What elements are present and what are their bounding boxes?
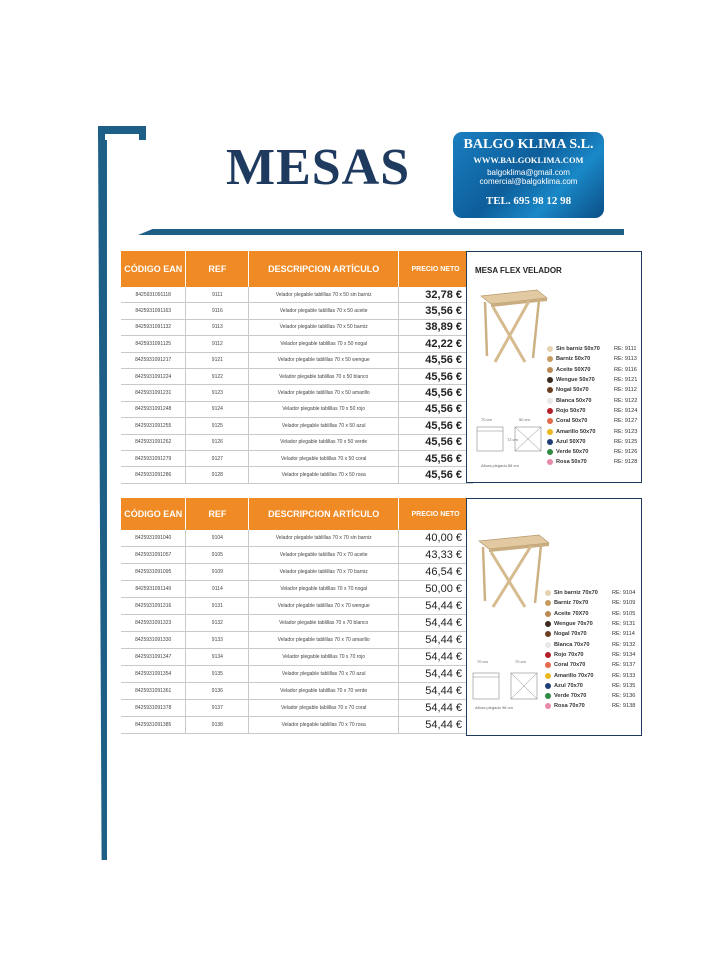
table-row bbox=[121, 368, 473, 384]
color-name: Wengue 50x70 bbox=[556, 377, 595, 384]
price-cell: 46,54 € bbox=[399, 564, 473, 581]
description-cell: Velador plegable tablillas 70 x 50 rosa bbox=[249, 467, 399, 483]
ean-cell: 8425931091224 bbox=[121, 368, 186, 384]
color-name: Verde 70x70 bbox=[554, 693, 587, 700]
header-price: PRECIO NETO bbox=[399, 251, 473, 287]
ean-cell: 8425931091255 bbox=[121, 418, 186, 434]
description-cell: Velador plegable tablillas 70 x 50 wengue bbox=[249, 352, 399, 368]
color-ref: RE: 9127 bbox=[614, 418, 638, 425]
color-option bbox=[545, 629, 635, 639]
ean-cell: 8425931091118 bbox=[121, 287, 186, 303]
table-row bbox=[121, 467, 473, 483]
dim-depth: 50 cm bbox=[519, 417, 530, 422]
ean-cell: 8425931091347 bbox=[121, 649, 186, 666]
ean-cell: 8425931091354 bbox=[121, 666, 186, 683]
color-name: Nogal 50x70 bbox=[556, 387, 589, 394]
color-ref: RE: 9137 bbox=[612, 662, 636, 669]
color-name: Aceite 50X70 bbox=[556, 366, 591, 373]
color-name: Azul 70x70 bbox=[554, 682, 583, 689]
ean-cell: 8425931091163 bbox=[121, 303, 186, 319]
color-swatch bbox=[545, 590, 551, 596]
description-cell: Velador plegable tablillas 70 x 50 amarillo bbox=[249, 385, 399, 401]
price-cell: 54,44 € bbox=[399, 683, 473, 700]
color-swatch bbox=[545, 683, 551, 689]
description-cell: Velador plegable tablillas 70 x 70 nogal bbox=[249, 581, 399, 598]
table-row bbox=[121, 666, 473, 683]
table-row bbox=[121, 434, 473, 450]
table-row bbox=[121, 352, 473, 368]
description-cell: Velador plegable tablillas 70 x 50 azul bbox=[249, 418, 399, 434]
ref-cell: 9128 bbox=[186, 467, 249, 483]
table-row bbox=[121, 700, 473, 717]
color-option bbox=[545, 588, 635, 598]
price-table-50x70 bbox=[121, 251, 473, 484]
ean-cell: 8425931091057 bbox=[121, 547, 186, 564]
ean-cell: 8425931091361 bbox=[121, 683, 186, 700]
ean-cell: 8425931091231 bbox=[121, 385, 186, 401]
table-row bbox=[121, 581, 473, 598]
table-row bbox=[121, 615, 473, 632]
color-name: Blanca 70x70 bbox=[554, 641, 590, 648]
color-swatch bbox=[545, 703, 551, 709]
description-cell: Velador plegable tablillas 70 x 50 rojo bbox=[249, 401, 399, 417]
ref-cell: 9133 bbox=[186, 632, 249, 649]
price-cell: 40,00 € bbox=[399, 530, 473, 547]
page-frame-corner-cut bbox=[105, 134, 139, 140]
color-swatch bbox=[547, 418, 553, 424]
color-ref: RE: 9113 bbox=[614, 356, 637, 363]
color-swatch bbox=[545, 631, 551, 637]
color-name: Rojo 50x70 bbox=[556, 407, 586, 414]
color-option bbox=[547, 395, 637, 405]
color-swatch bbox=[547, 346, 553, 352]
ref-cell: 9124 bbox=[186, 401, 249, 417]
ref-cell: 9138 bbox=[186, 717, 249, 734]
table-row bbox=[121, 336, 473, 352]
logo-email-2: comercial@balgoklima.com bbox=[479, 177, 578, 186]
color-name: Sin barniz 50x70 bbox=[556, 346, 600, 353]
description-cell: Velador plegable tablillas 70 x 50 coral bbox=[249, 450, 399, 466]
logo-website: WWW.BALGOKLIMA.COM bbox=[473, 155, 584, 165]
dim-height: 72 cm bbox=[507, 437, 518, 442]
color-name: Wengue 70x70 bbox=[554, 621, 593, 628]
table-row bbox=[121, 632, 473, 649]
price-cell: 38,89 € bbox=[399, 319, 473, 335]
color-ref: RE: 9124 bbox=[614, 407, 638, 414]
description-cell: Velador plegable tablillas 70 x 70 rosa bbox=[249, 717, 399, 734]
ref-cell: 9125 bbox=[186, 418, 249, 434]
table-50x70 bbox=[121, 251, 473, 484]
ref-cell: 9113 bbox=[186, 319, 249, 335]
color-ref: RE: 9121 bbox=[614, 377, 638, 384]
color-option bbox=[547, 375, 637, 385]
color-ref: RE: 9126 bbox=[614, 449, 638, 456]
ref-cell: 9131 bbox=[186, 598, 249, 615]
table-70x70 bbox=[121, 498, 473, 734]
price-cell: 43,33 € bbox=[399, 547, 473, 564]
color-option bbox=[547, 344, 637, 354]
product-box-70x70 bbox=[466, 498, 642, 736]
color-option bbox=[545, 691, 635, 701]
color-name: Rosa 70x70 bbox=[554, 703, 585, 710]
ref-cell: 9122 bbox=[186, 368, 249, 384]
color-swatch bbox=[547, 387, 553, 393]
ref-cell: 9105 bbox=[186, 547, 249, 564]
color-ref: RE: 9116 bbox=[614, 366, 637, 373]
price-cell: 35,56 € bbox=[399, 303, 473, 319]
dim-width: 70 cm bbox=[481, 417, 492, 422]
ean-cell: 8425931091316 bbox=[121, 598, 186, 615]
color-swatch bbox=[547, 356, 553, 362]
table-row bbox=[121, 683, 473, 700]
color-name: Rojo 70x70 bbox=[554, 651, 584, 658]
color-ref: RE: 9138 bbox=[612, 703, 636, 710]
ean-cell: 8425931091378 bbox=[121, 700, 186, 717]
color-list bbox=[547, 344, 637, 468]
folded-height: Altura plegado 88 cm bbox=[481, 463, 519, 468]
color-option bbox=[545, 660, 635, 670]
color-option bbox=[545, 609, 635, 619]
color-swatch bbox=[545, 611, 551, 617]
color-option bbox=[547, 354, 637, 364]
price-cell: 54,44 € bbox=[399, 632, 473, 649]
company-logo bbox=[453, 132, 604, 218]
color-option bbox=[547, 437, 637, 447]
ean-cell: 8425931091279 bbox=[121, 450, 186, 466]
ean-cell: 8425931091132 bbox=[121, 319, 186, 335]
color-option bbox=[547, 426, 637, 436]
description-cell: Velador plegable tablillas 70 x 70 barniz bbox=[249, 564, 399, 581]
ean-cell: 8425931091040 bbox=[121, 530, 186, 547]
color-ref: RE: 9109 bbox=[612, 600, 636, 607]
color-swatch bbox=[545, 662, 551, 668]
ref-cell: 9116 bbox=[186, 303, 249, 319]
color-swatch bbox=[547, 429, 553, 435]
color-ref: RE: 9135 bbox=[612, 682, 636, 689]
description-cell: Velador plegable tablillas 70 x 70 aceite bbox=[249, 547, 399, 564]
table-row bbox=[121, 418, 473, 434]
product-box-50x70 bbox=[466, 251, 642, 483]
price-cell: 54,44 € bbox=[399, 598, 473, 615]
table-row bbox=[121, 564, 473, 581]
color-ref: RE: 9104 bbox=[612, 590, 636, 597]
ean-cell: 8425931091217 bbox=[121, 352, 186, 368]
logo-company: BALGO KLIMA S.L. bbox=[463, 137, 594, 152]
color-name: Coral 70x70 bbox=[554, 662, 586, 669]
price-cell: 45,56 € bbox=[399, 418, 473, 434]
logo-email-1: balgoklima@gmail.com bbox=[487, 168, 570, 177]
ref-cell: 9123 bbox=[186, 385, 249, 401]
color-ref: RE: 9132 bbox=[612, 641, 636, 648]
header-price: PRECIO NETO bbox=[399, 498, 473, 530]
header-desc: DESCRIPCION ARTÍCULO bbox=[249, 251, 399, 287]
price-cell: 45,56 € bbox=[399, 401, 473, 417]
color-option bbox=[545, 598, 635, 608]
table-row bbox=[121, 530, 473, 547]
color-swatch bbox=[547, 367, 553, 373]
color-name: Azul 50X70 bbox=[556, 438, 586, 445]
header-ean: CÓDIGO EAN bbox=[121, 251, 186, 287]
ref-cell: 9135 bbox=[186, 666, 249, 683]
price-cell: 45,56 € bbox=[399, 352, 473, 368]
price-cell: 45,56 € bbox=[399, 450, 473, 466]
table-row bbox=[121, 303, 473, 319]
ean-cell: 8425931091125 bbox=[121, 336, 186, 352]
color-name: Sin barniz 70x70 bbox=[554, 590, 598, 597]
description-cell: Velador plegable tablillas 70 x 50 barniz bbox=[249, 319, 399, 335]
color-swatch bbox=[547, 377, 553, 383]
color-option bbox=[545, 619, 635, 629]
ref-cell: 9109 bbox=[186, 564, 249, 581]
color-option bbox=[545, 650, 635, 660]
header-ref: REF bbox=[186, 251, 249, 287]
color-swatch bbox=[547, 398, 553, 404]
color-name: Rosa 50x70 bbox=[556, 459, 587, 466]
color-ref: RE: 9134 bbox=[612, 651, 636, 658]
ean-cell: 8425931091323 bbox=[121, 615, 186, 632]
color-ref: RE: 9112 bbox=[614, 387, 637, 394]
color-swatch bbox=[547, 408, 553, 414]
color-swatch bbox=[547, 449, 553, 455]
ref-cell: 9121 bbox=[186, 352, 249, 368]
color-option bbox=[547, 385, 637, 395]
ean-cell: 8425931091262 bbox=[121, 434, 186, 450]
color-ref: RE: 9105 bbox=[612, 610, 636, 617]
color-name: Nogal 70x70 bbox=[554, 631, 587, 638]
price-cell: 45,56 € bbox=[399, 385, 473, 401]
description-cell: Velador plegable tablillas 70 x 70 rojo bbox=[249, 649, 399, 666]
ref-cell: 9132 bbox=[186, 615, 249, 632]
color-ref: RE: 9114 bbox=[612, 631, 635, 638]
table-row bbox=[121, 717, 473, 734]
color-ref: RE: 9133 bbox=[612, 672, 636, 679]
description-cell: Velador plegable tablillas 70 x 50 nogal bbox=[249, 336, 399, 352]
color-swatch bbox=[547, 459, 553, 465]
color-ref: RE: 9123 bbox=[614, 428, 638, 435]
description-cell: Velador plegable tablillas 70 x 70 wengue bbox=[249, 598, 399, 615]
color-option bbox=[547, 447, 637, 457]
table-row bbox=[121, 649, 473, 666]
color-swatch bbox=[545, 673, 551, 679]
description-cell: Velador plegable tablillas 70 x 50 aceite bbox=[249, 303, 399, 319]
title-divider bbox=[138, 229, 624, 235]
price-cell: 54,44 € bbox=[399, 615, 473, 632]
description-cell: Velador plegable tablillas 70 x 50 blanco bbox=[249, 368, 399, 384]
price-cell: 42,22 € bbox=[399, 336, 473, 352]
color-name: Blanca 50x70 bbox=[556, 397, 592, 404]
description-cell: Velador plegable tablillas 70 x 70 verde bbox=[249, 683, 399, 700]
color-option bbox=[547, 457, 637, 467]
color-ref: RE: 9136 bbox=[612, 693, 636, 700]
color-name: Amarillo 50x70 bbox=[556, 428, 596, 435]
ref-cell: 9114 bbox=[186, 581, 249, 598]
table-row bbox=[121, 598, 473, 615]
logo-phone: TEL. 695 98 12 98 bbox=[485, 195, 572, 207]
color-name: Barniz 50x70 bbox=[556, 356, 591, 363]
color-swatch bbox=[545, 652, 551, 658]
table-row bbox=[121, 385, 473, 401]
price-cell: 32,78 € bbox=[399, 287, 473, 303]
table-row bbox=[121, 547, 473, 564]
color-option bbox=[547, 416, 637, 426]
price-cell: 54,44 € bbox=[399, 666, 473, 683]
color-name: Coral 50x70 bbox=[556, 418, 588, 425]
table-row bbox=[121, 287, 473, 303]
dim-width-70: 70 cm bbox=[477, 659, 488, 664]
price-table-70x70 bbox=[121, 498, 473, 734]
color-name: Aceite 70X70 bbox=[554, 610, 589, 617]
price-cell: 45,56 € bbox=[399, 467, 473, 483]
ref-cell: 9112 bbox=[186, 336, 249, 352]
header-ean: CÓDIGO EAN bbox=[121, 498, 186, 530]
dim-depth-70: 70 cm bbox=[515, 659, 526, 664]
price-cell: 54,44 € bbox=[399, 717, 473, 734]
color-ref: RE: 9128 bbox=[614, 459, 638, 466]
color-option bbox=[545, 701, 635, 711]
table-row bbox=[121, 319, 473, 335]
color-swatch bbox=[545, 600, 551, 606]
table-row bbox=[121, 450, 473, 466]
color-swatch bbox=[545, 642, 551, 648]
color-ref: RE: 9122 bbox=[614, 397, 638, 404]
color-swatch bbox=[545, 621, 551, 627]
price-cell: 45,56 € bbox=[399, 368, 473, 384]
color-list-70 bbox=[545, 588, 635, 712]
color-option bbox=[545, 670, 635, 680]
description-cell: Velador plegable tablillas 70 x 50 sin barniz bbox=[249, 287, 399, 303]
folding-table-image bbox=[473, 284, 549, 366]
color-swatch bbox=[547, 439, 553, 445]
header-desc: DESCRIPCION ARTÍCULO bbox=[249, 498, 399, 530]
ean-cell: 8425931091149 bbox=[121, 581, 186, 598]
color-option bbox=[547, 406, 637, 416]
description-cell: Velador plegable tablillas 70 x 70 amarillo bbox=[249, 632, 399, 649]
table-dimension-drawing-70 bbox=[471, 661, 541, 705]
ean-cell: 8425931091385 bbox=[121, 717, 186, 734]
ean-cell: 8425931091248 bbox=[121, 401, 186, 417]
ref-cell: 9104 bbox=[186, 530, 249, 547]
description-cell: Velador plegable tablillas 70 x 50 verde bbox=[249, 434, 399, 450]
price-cell: 45,56 € bbox=[399, 434, 473, 450]
ref-cell: 9134 bbox=[186, 649, 249, 666]
page-frame-vertical bbox=[98, 126, 107, 860]
ean-cell: 8425931091330 bbox=[121, 632, 186, 649]
color-option bbox=[545, 639, 635, 649]
folded-height-70: Altura plegado 98 cm bbox=[475, 705, 513, 710]
header-ref: REF bbox=[186, 498, 249, 530]
price-cell: 54,44 € bbox=[399, 649, 473, 666]
price-cell: 50,00 € bbox=[399, 581, 473, 598]
ref-cell: 9136 bbox=[186, 683, 249, 700]
color-name: Barniz 70x70 bbox=[554, 600, 589, 607]
description-cell: Velador plegable tablillas 70 x 70 coral bbox=[249, 700, 399, 717]
color-option bbox=[545, 681, 635, 691]
table-row bbox=[121, 401, 473, 417]
color-name: Amarillo 70x70 bbox=[554, 672, 594, 679]
price-cell: 54,44 € bbox=[399, 700, 473, 717]
ref-cell: 9127 bbox=[186, 450, 249, 466]
description-cell: Velador plegable tablillas 70 x 70 azul bbox=[249, 666, 399, 683]
color-ref: RE: 9131 bbox=[612, 621, 636, 628]
color-ref: RE: 9125 bbox=[614, 438, 638, 445]
color-ref: RE: 9111 bbox=[614, 346, 637, 353]
page-title: MESAS bbox=[226, 139, 411, 196]
ref-cell: 9111 bbox=[186, 287, 249, 303]
ref-cell: 9137 bbox=[186, 700, 249, 717]
color-name: Verde 50x70 bbox=[556, 449, 589, 456]
folding-table-image-70 bbox=[473, 529, 549, 611]
description-cell: Velador plegable tablillas 70 x 70 blanco bbox=[249, 615, 399, 632]
ref-cell: 9126 bbox=[186, 434, 249, 450]
color-swatch bbox=[545, 693, 551, 699]
ean-cell: 8425931091095 bbox=[121, 564, 186, 581]
color-option bbox=[547, 365, 637, 375]
description-cell: Velador plegable tablillas 70 x 70 sin barniz bbox=[249, 530, 399, 547]
ean-cell: 8425931091286 bbox=[121, 467, 186, 483]
product-title: MESA FLEX VELADOR bbox=[475, 266, 562, 275]
